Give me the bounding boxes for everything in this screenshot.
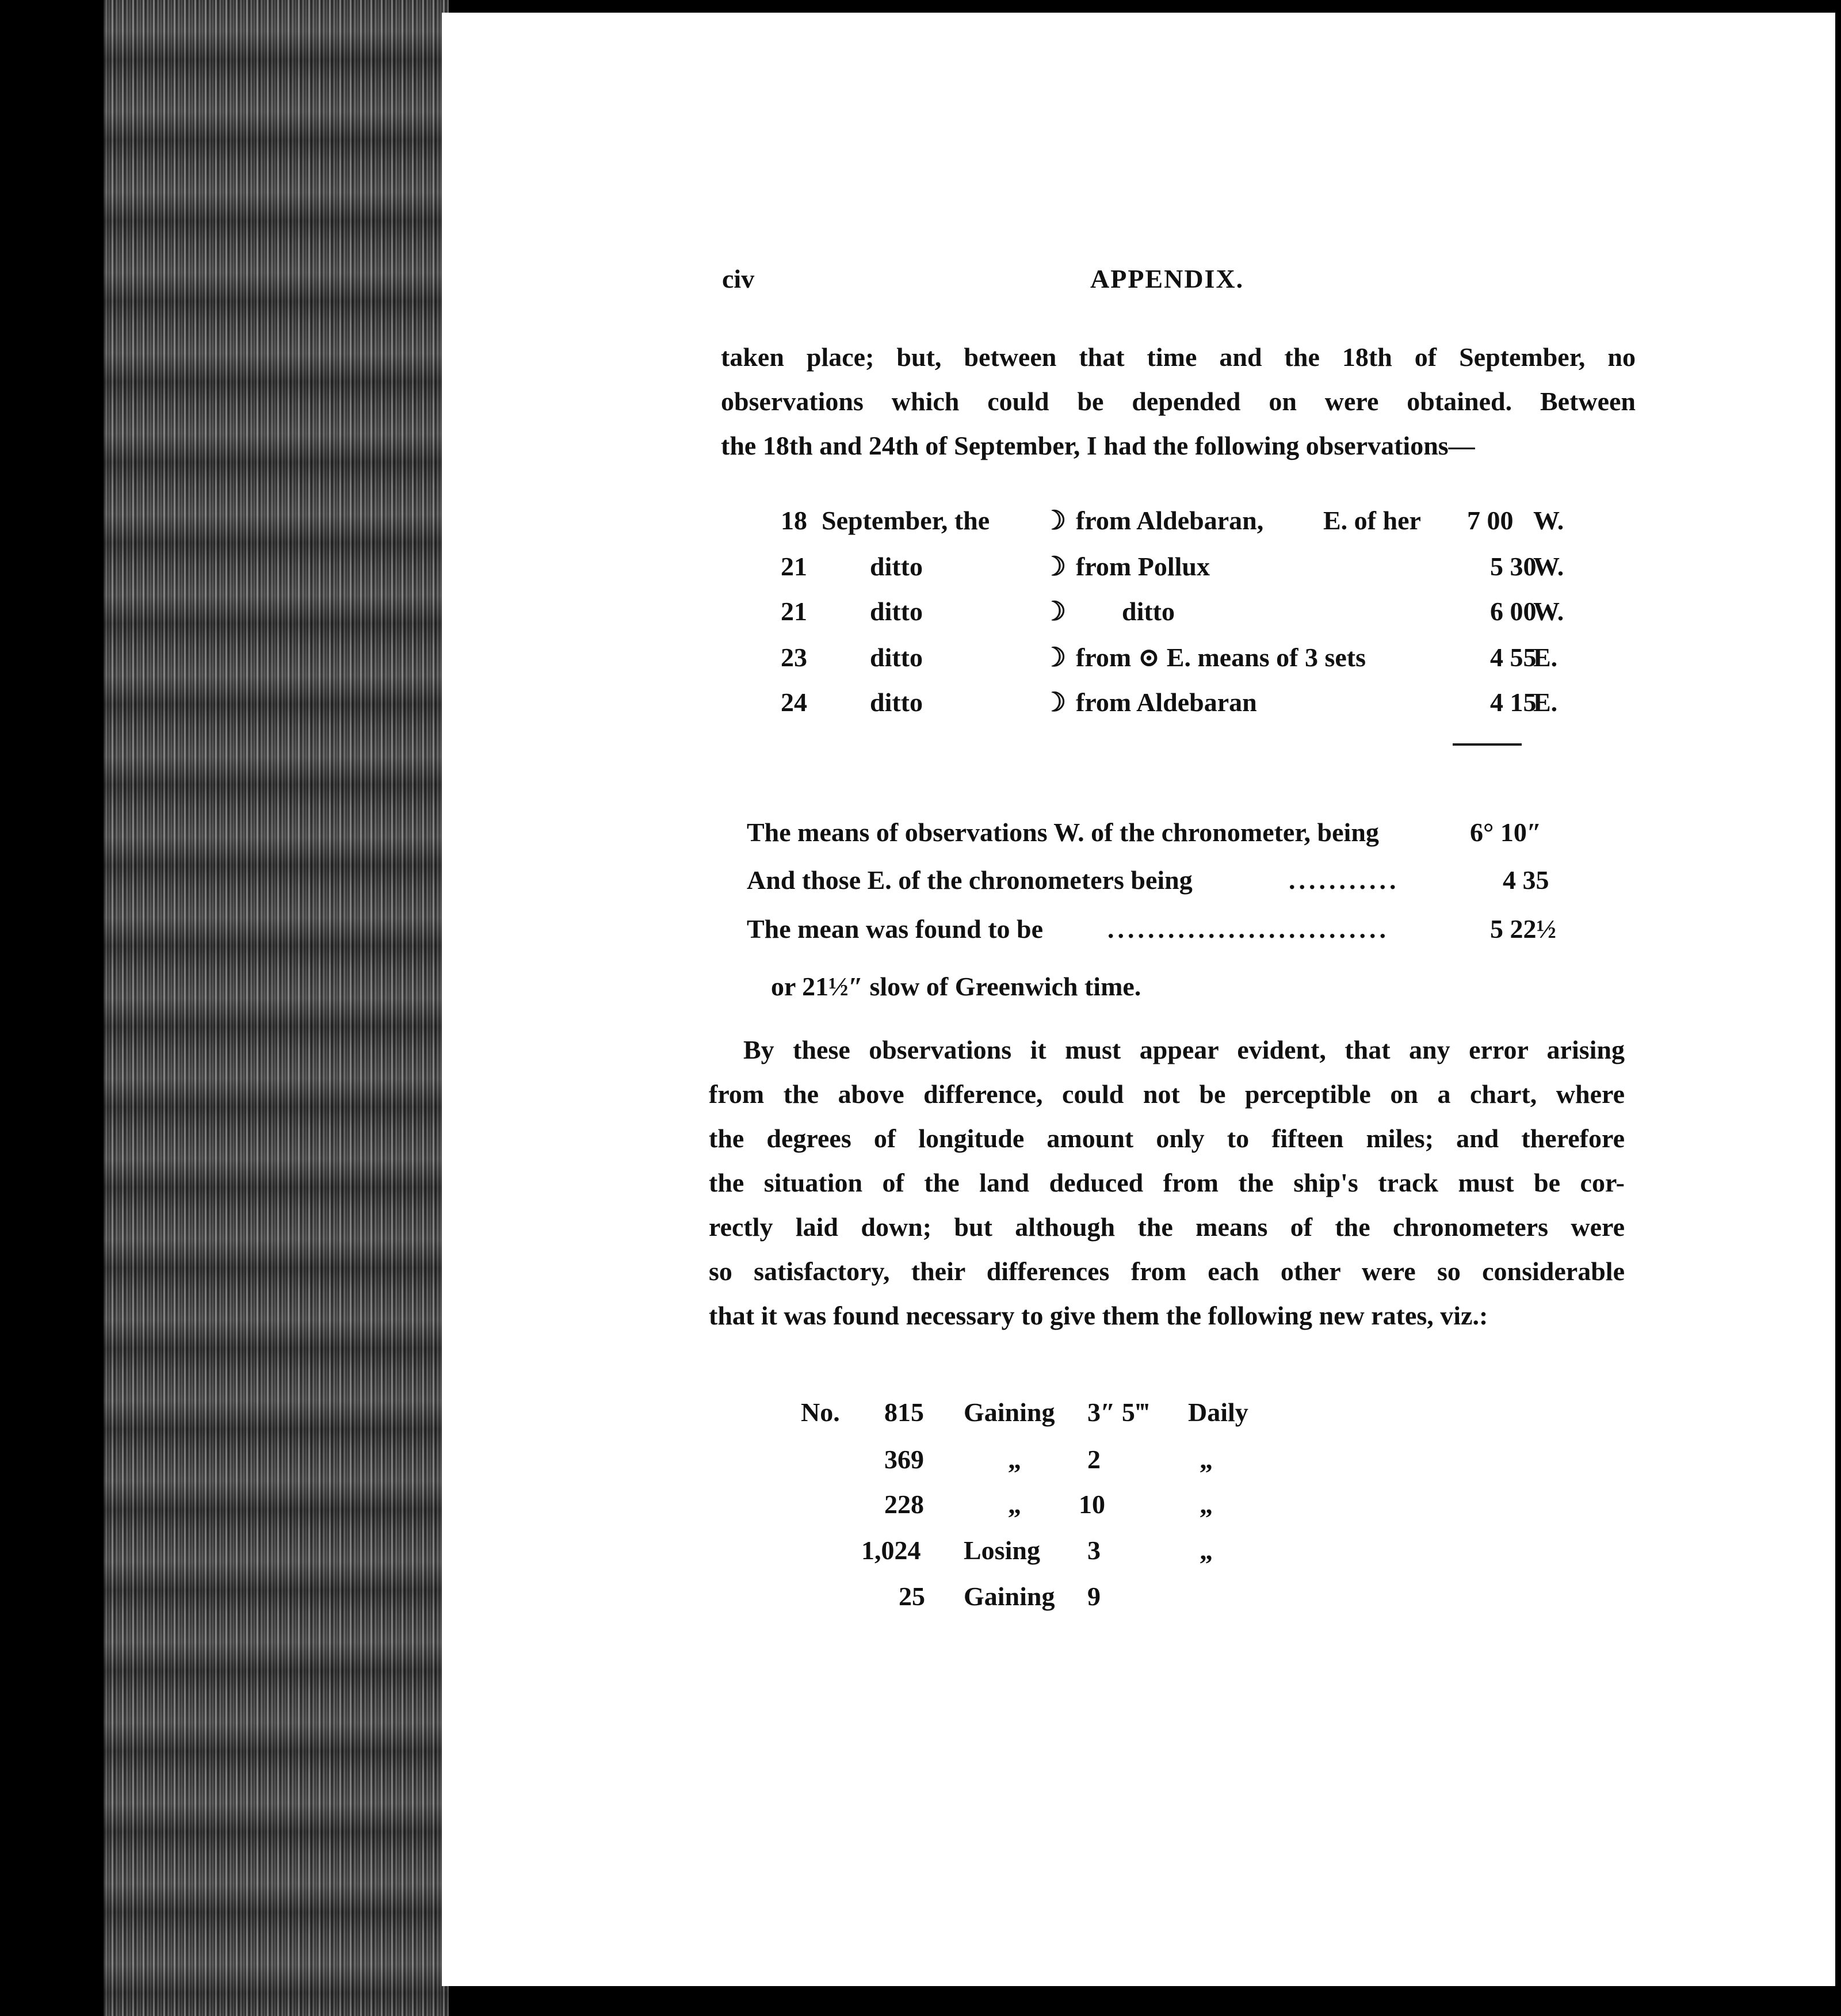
moon-symbol: ☽ [1042,506,1067,535]
obs-month: ditto [870,688,923,717]
mean-label: The means of observations W. of the chronometer, being [747,818,1379,847]
obs-source: from Pollux [1076,552,1210,581]
text-line: from the above difference, could not be perceptible on a chart, where [709,1079,1625,1109]
rate-kind: Gaining [964,1398,1055,1427]
rate-value: 3 [1087,1536,1101,1565]
obs-date: 23 [781,643,807,672]
text-line: the situation of the land deduced from the ship's track must be cor- [709,1168,1625,1197]
obs-date: 24 [781,688,807,717]
rate-value: 10 [1079,1490,1105,1519]
rate-number: 228 [884,1490,924,1519]
obs-source: from ⊙ E. means of 3 sets [1076,643,1366,672]
text-line: taken place; but, between that time and the 18th of September, no [721,342,1636,372]
rate-period: Daily [1188,1398,1248,1427]
mean-value: 6° 10″ [1470,818,1542,847]
rate-kind: „ [1008,1445,1021,1474]
obs-month: September, the [822,506,990,535]
rate-number: 815 [884,1398,924,1427]
rate-kind: Gaining [964,1582,1055,1611]
obs-direction: E. [1533,643,1558,672]
sum-rule [1453,743,1522,746]
text-line: observations which could be depended on were obtained. Between [721,387,1636,416]
obs-date: 18 [781,506,807,535]
text-line: so satisfactory, their differences from each other were so considerable [709,1257,1625,1286]
rate-value: 3″ 5‴ [1087,1398,1150,1427]
obs-note: E. of her [1323,506,1421,535]
text-line: By these observations it must appear evident, that any error arising [743,1035,1625,1064]
rate-number: 1,024 [861,1536,921,1565]
rate-period: „ [1200,1445,1213,1474]
running-title: APPENDIX. [1090,264,1244,293]
rate-kind: „ [1008,1490,1021,1519]
rate-number: 369 [884,1445,924,1474]
obs-source: ditto [1122,597,1175,626]
page-number: civ [722,264,755,293]
obs-direction: W. [1533,552,1564,581]
obs-direction: E. [1533,688,1558,717]
obs-value: 7 00 [1467,506,1514,535]
slow-line: or 21½″ slow of Greenwich time. [771,972,1141,1001]
obs-value: 4 15 [1490,688,1537,717]
mean-dots: ........... [1289,865,1400,895]
moon-symbol: ☽ [1042,643,1067,672]
rate-prefix: No. [801,1398,840,1427]
mean-value: 4 35 [1503,865,1549,895]
text-line: the 18th and 24th of September, I had the following observations— [721,431,1475,460]
mean-label: And those E. of the chronometers being [747,865,1193,895]
mean-label: The mean was found to be [747,914,1044,944]
body-paragraph [709,1028,1625,1338]
moon-symbol: ☽ [1042,597,1067,626]
rate-kind: Losing [964,1536,1040,1565]
moon-symbol: ☽ [1042,688,1067,717]
obs-month: ditto [870,597,923,626]
obs-month: ditto [870,643,923,672]
rate-period: „ [1200,1490,1213,1519]
obs-direction: W. [1533,506,1564,535]
mean-value: 5 22½ [1490,914,1556,944]
obs-date: 21 [781,597,807,626]
text-line: that it was found necessary to give them the following new rates, viz.: [709,1301,1488,1330]
obs-source: from Aldebaran, [1076,506,1264,535]
rate-value: 2 [1087,1445,1101,1474]
text-line: rectly laid down; but although the means of the chronometers were [709,1212,1625,1242]
rate-value: 9 [1087,1582,1101,1611]
obs-month: ditto [870,552,923,581]
obs-date: 21 [781,552,807,581]
text-line: the degrees of longitude amount only to fifteen miles; and therefore [709,1124,1625,1153]
book-page-edge [104,0,449,2016]
rate-period: „ [1200,1536,1213,1565]
obs-value: 6 00 [1490,597,1537,626]
obs-source: from Aldebaran [1076,688,1257,717]
mean-dots: ............................ [1107,914,1389,944]
obs-direction: W. [1533,597,1564,626]
obs-value: 4 55 [1490,643,1537,672]
rate-number: 25 [899,1582,925,1611]
obs-value: 5 30 [1490,552,1537,581]
intro-paragraph [721,335,1636,468]
moon-symbol: ☽ [1042,552,1067,581]
